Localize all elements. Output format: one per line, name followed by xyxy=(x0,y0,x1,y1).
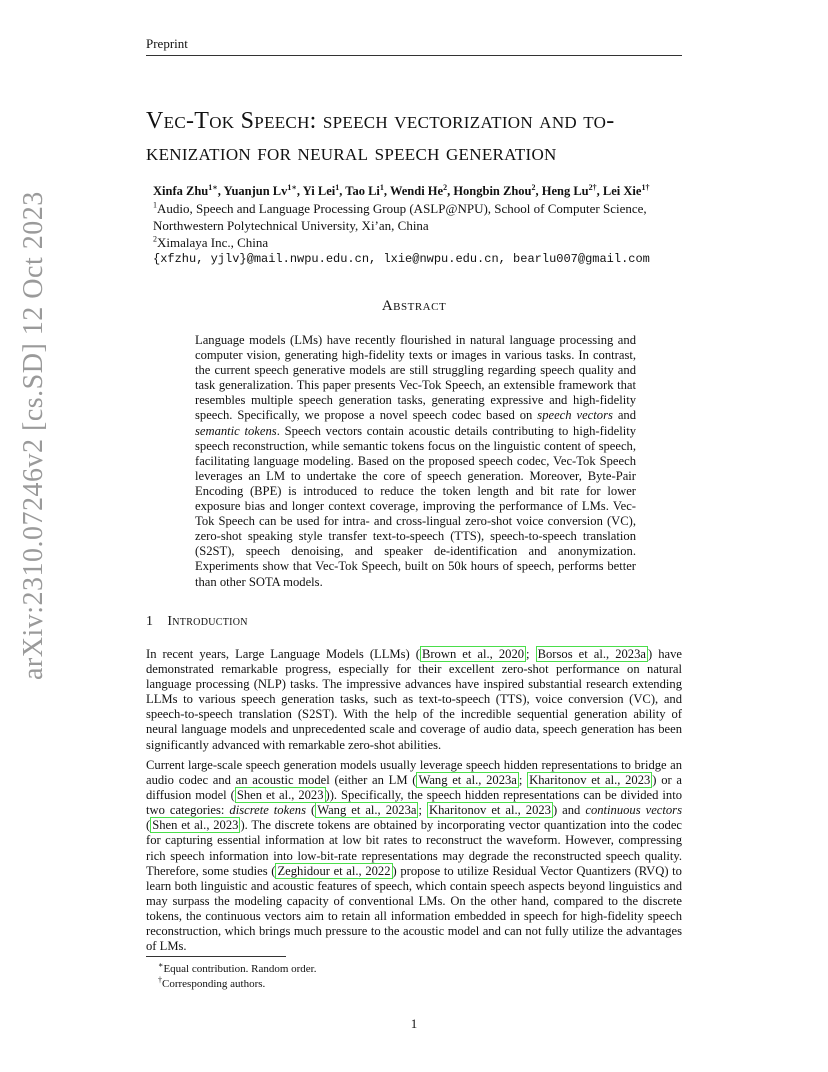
paragraph-emphasis: continuous vectors xyxy=(585,803,682,818)
paragraph-text: ) have demonstrated remarkable progress, especially for their excellent zero-shot performance on natural language processing (NLP) tasks. The impressive advances have inspired substantial research extending LLMs to various speech generation tasks, such as text-to-speech (TTS), voice conversion (VC), and speech-to-speech translation (S2ST). With the help of the incredible sequential generation ability of neural language models and unprecedented scale and coverage of audio data, speech generation has been significantly advanced with remarkable zero-shot abilities. xyxy=(146,647,683,752)
citation-link[interactable]: Wang et al., 2023a xyxy=(418,773,517,788)
citation-link[interactable]: Borsos et al., 2023a xyxy=(537,647,646,661)
paragraph-text: ( xyxy=(306,803,316,818)
paper-title xyxy=(146,105,706,169)
author-mark: 1∗ xyxy=(208,182,218,192)
footnote-1 xyxy=(158,962,317,977)
author-mark: 2† xyxy=(588,182,597,192)
citation-link[interactable]: Zeghidour et al., 2022 xyxy=(277,863,391,878)
footnote-mark: ∗ xyxy=(158,960,164,970)
author: Heng Lu xyxy=(541,184,589,198)
paragraph-text: ; xyxy=(518,773,528,788)
author: Wendi He xyxy=(389,184,444,198)
footnote-mark: † xyxy=(158,975,162,985)
paragraph-text: ). The discrete tokens are obtained by incorporating vector quantization into the codec for capturing essential information at low bit rates to reconstruct the waveform. However, compressing rich speech information into low-bit-rate representations may degrade the reconstructed speech quality. Therefore, some studies ( xyxy=(146,818,682,878)
author-mark: 1 xyxy=(335,182,340,192)
footnote-text: Corresponding authors. xyxy=(162,978,266,990)
affiliation-mark: 2 xyxy=(153,234,157,244)
author: Yuanjun Lv xyxy=(223,184,288,198)
affiliation-2 xyxy=(153,234,723,251)
abstract-body xyxy=(195,333,636,590)
abstract-text: Language models (LMs) have recently flourished in natural language processing and computer vision, generating high-fidelity texts or images in various tasks. In contrast, the current speech generative models are still struggling regarding speech quality and task generalization. This paper presents Vec-Tok Speech, an extensible framework that resembles multiple speech generation tasks, generating expressive and high-fidelity speech. Specifically, we propose a novel speech codec based on xyxy=(195,333,636,423)
author-mark: 2 xyxy=(443,182,448,192)
citation-link[interactable]: Shen et al., 2023 xyxy=(152,818,239,833)
paragraph-2 xyxy=(146,758,682,954)
citation-link[interactable]: Wang et al., 2023a xyxy=(317,803,417,818)
footnotes xyxy=(158,962,317,992)
footnote-divider xyxy=(146,956,286,957)
section-number: 1 xyxy=(146,614,154,629)
paragraph-text: Current large-scale speech generation models usually leverage speech hidden representations to bridge an audio codec and an acoustic model (either an LM ( xyxy=(146,758,682,788)
title-line-2: kenization for neural speech generation xyxy=(146,140,557,166)
section-title: Introduction xyxy=(167,614,248,629)
affiliation-text: Audio, Speech and Language Processing Group (ASLP@NPU), School of Computer Science, xyxy=(157,201,647,216)
affiliation-text: Ximalaya Inc., China xyxy=(157,235,269,250)
abstract-emphasis: semantic tokens xyxy=(195,423,277,438)
author: Xinfa Zhu xyxy=(153,184,209,198)
citation-link[interactable]: Shen et al., 2023 xyxy=(236,788,324,803)
title-line-1: Vec-Tok Speech: speech vectorization and to- xyxy=(146,108,615,134)
affiliation-1 xyxy=(153,200,723,217)
paragraph-text: In recent years, Large Language Models (LLMs) ( xyxy=(146,647,420,661)
abstract-text: . Speech vectors contain acoustic details contributing to high-fidelity speech reconstruction, while semantic tokens focus on the linguistic content of speech, facilitating language modeling. Based on the proposed speech codec, Vec-Tok Speech leverages an LM to undertake the core of speech generation. Moreover, Byte-Pair Encoding (BPE) is introduced to reduce the token length and bit rate for lower exposure bias and longer context coverage, improving the performance of LMs. Vec-Tok Speech can be used for intra- and cross-lingual zero-shot voice conversion (VC), zero-shot speaking style transfer text-to-speech (TTS), speech-to-speech translation (S2ST), speech denoising, and speaker de-identification and anonymization. Experiments show that Vec-Tok Speech, built on 50k hours of speech, performs better than other SOTA models. xyxy=(195,423,636,589)
paragraph-text: )). Specifically, the speech hidden representations can be divided into two categories: xyxy=(146,788,682,818)
paragraph-text: ; xyxy=(418,803,427,818)
author-mark: 1 xyxy=(379,182,384,192)
paragraph-emphasis: discrete tokens xyxy=(229,803,306,818)
abstract-text: and xyxy=(612,408,636,423)
author-emails: {xfzhu, yjlv}@mail.nwpu.edu.cn, lxie@nwpu.edu.cn, bearlu007@gmail.com xyxy=(153,252,650,266)
author-mark: 2 xyxy=(531,182,536,192)
citation-link[interactable]: Kharitonov et al., 2023 xyxy=(529,773,651,788)
footnote-2 xyxy=(158,977,317,992)
footnote-text: Equal contribution. Random order. xyxy=(163,963,317,975)
section-heading xyxy=(146,614,248,630)
abstract-heading: Abstract xyxy=(381,298,447,314)
abstract-emphasis: speech vectors xyxy=(537,408,613,423)
paragraph-text: ( xyxy=(146,818,151,833)
author: Lei Xie xyxy=(602,184,642,198)
author-names: Xinfa Zhu$^{1∗}$, Yuanjun $Lv^{1∗}$, Yi Lei$^1$, Tao Li$^1$, Wendi He$^2$, Hongbin Zhou$^2$, Heng $Lu^{2\dagger}$, Lei Xie$^{1\dagger}$ xyxy=(153,182,650,198)
paragraph-text: ) and xyxy=(552,803,586,818)
affiliation-1-cont: Northwestern Polytechnical University, Xi’an, China xyxy=(153,218,429,233)
paragraph-text: ; xyxy=(526,647,536,661)
paragraph-text: ) propose to utilize Residual Vector Quantizers (RVQ) to learn both linguistic and acoustic features of speech, which contain speech aspects beyond linguistics and may surpass the modeling capacity of conventional LMs. On the other hand, compared to the discrete tokens, the continuous vectors aim to retain all information embedded in speech for high-fidelity speech reconstruction, which brings much pressure to the acoustic model and can not fully utilize the advantages of LMs. xyxy=(146,863,682,954)
citation-link[interactable]: Brown et al., 2020 xyxy=(421,647,525,661)
paragraph-text: ) or a diffusion model ( xyxy=(146,773,683,803)
author-mark: 1† xyxy=(641,182,650,192)
author: Yi Lei xyxy=(302,184,336,198)
arxiv-sidebar-stamp: arXiv:2310.07246v2 [cs.SD] 12 Oct 2023 xyxy=(18,191,49,680)
author-mark: 1∗ xyxy=(287,182,297,192)
citation-link[interactable]: Kharitonov et al., 2023 xyxy=(428,803,551,818)
author: Hongbin Zhou xyxy=(453,184,532,198)
author-block xyxy=(153,183,723,268)
paragraph-1 xyxy=(146,647,682,753)
page-number: 1 xyxy=(410,1016,418,1031)
affiliation-mark: 1 xyxy=(153,200,157,210)
running-header: Preprint xyxy=(146,36,682,56)
author: Tao Li xyxy=(345,184,380,198)
